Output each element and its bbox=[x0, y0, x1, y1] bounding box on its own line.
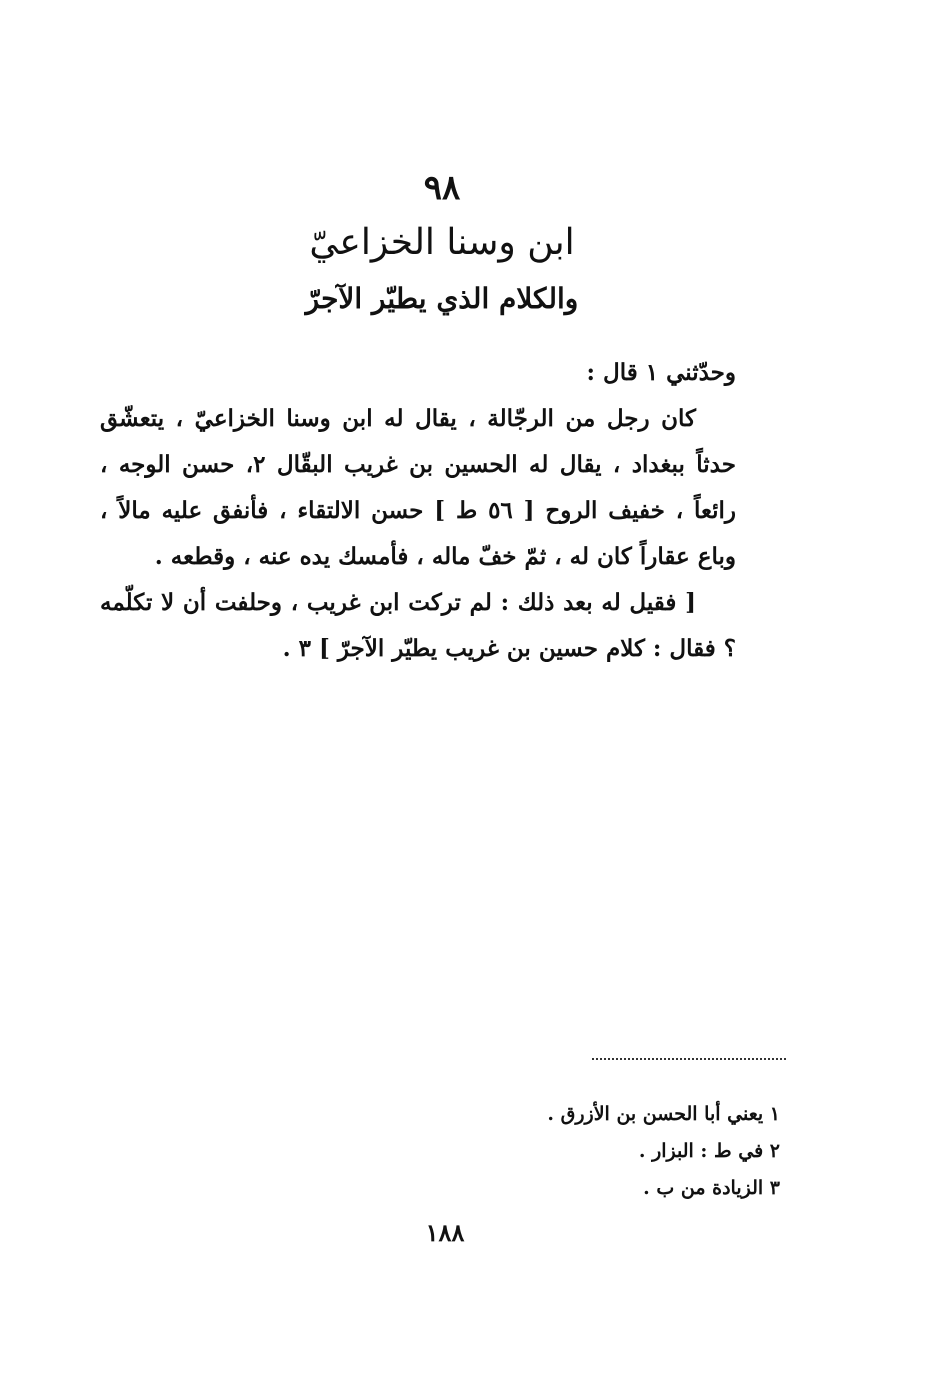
chapter-subtitle: والكلام الذي يطيّر الآجرّ bbox=[305, 282, 579, 315]
body-text bbox=[100, 350, 736, 672]
page-number: ١٨٨ bbox=[425, 1218, 465, 1247]
footnote-2: ٢ في ط : البزار . bbox=[638, 1140, 780, 1162]
footnote-divider bbox=[592, 1058, 786, 1060]
intro-line: وحدّثني ١ قال : bbox=[586, 359, 736, 386]
chapter-number: ٩٨ bbox=[423, 168, 461, 208]
footnote-3: ٣ الزيادة من ب . bbox=[643, 1177, 780, 1199]
paragraph-1: كان رجل من الرجّالة ، يقال له ابن وسنا الخزاعيّ ، يتعشّق حدثاً ببغداد ، يقال له الحسين بن غريب البقّال ٢، حسن الوجه ، رائعاً ، خفيف الروح [ ٥٦ ط ] حسن الالتقاء ، فأنفق عليه مالاً ، وباع عقاراً كان له ، ثمّ خفّ ماله ، فأمسك يده عنه ، وقطعه . bbox=[100, 405, 736, 570]
chapter-title: ابن وسنا الخزاعيّ bbox=[309, 222, 575, 263]
paragraph-2: [ فقيل له بعد ذلك : لم تركت ابن غريب ، وحلفت أن لا تكلّمه ؟ فقال : كلام حسين بن غريب يطيّر الآجرّ ] ٣ . bbox=[100, 589, 736, 662]
footnote-1: ١ يعني أبا الحسن بن الأزرق . bbox=[547, 1103, 780, 1125]
footnotes bbox=[400, 1096, 780, 1207]
